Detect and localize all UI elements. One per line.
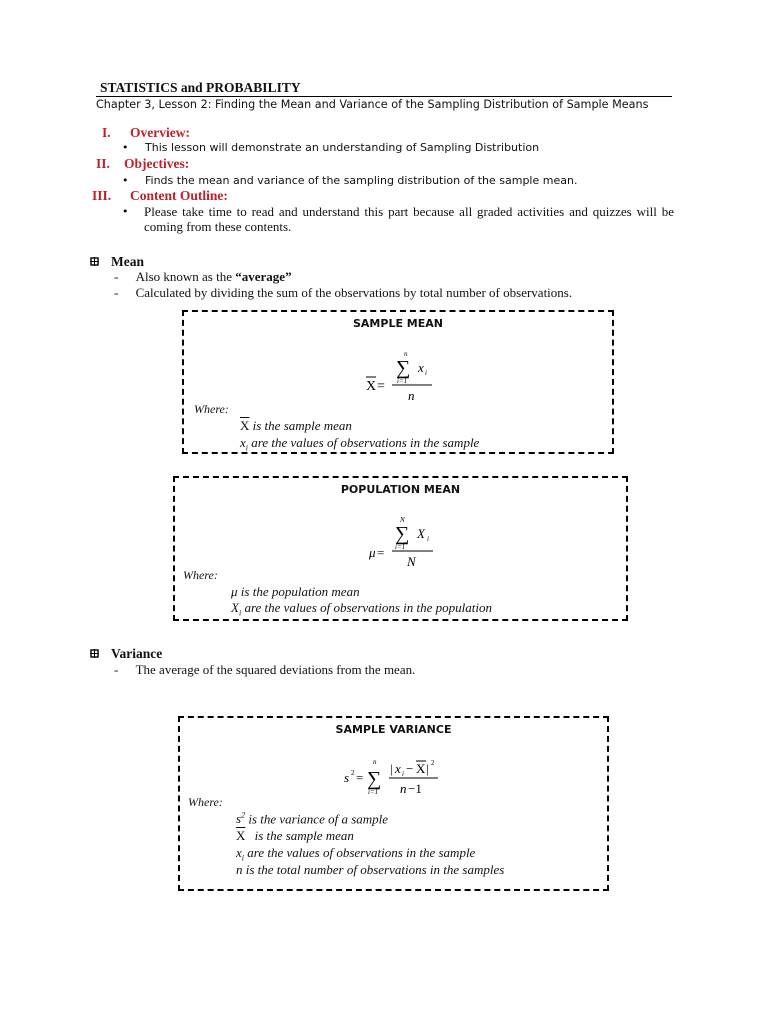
- mean-point-1: [114, 269, 292, 285]
- sample-mean-title: SAMPLE MEAN: [353, 317, 443, 330]
- svg-text:i: i: [425, 369, 427, 377]
- variance-label: Variance: [111, 646, 163, 661]
- svg-text:N: N: [407, 554, 416, 569]
- Xi-symbol: $X_i$: [231, 600, 242, 618]
- def-text: are the values of observations in the sample: [247, 845, 476, 860]
- dash-icon: -: [114, 269, 119, 284]
- sample-variance-title: SAMPLE VARIANCE: [335, 723, 452, 736]
- mean-point-2: [114, 285, 572, 301]
- x-bar-symbol: $\overline{X}$: [240, 418, 250, 433]
- svg-text:n: n: [400, 781, 407, 796]
- sample-variance-where: Where:: [188, 795, 223, 809]
- content-outline-text: Please take time to read and understand this part because all graded activities and quizzes will be coming from these contents.: [144, 204, 674, 234]
- variance-heading: [90, 646, 162, 662]
- mean-point-1-bold: “average”: [235, 269, 292, 284]
- bullet-icon: •: [122, 174, 129, 187]
- def-text: are the values of observations in the population: [244, 600, 493, 615]
- svg-text:|: |: [426, 761, 429, 776]
- svg-text:∑: ∑: [367, 768, 382, 790]
- mean-label: Mean: [111, 254, 144, 269]
- xi-symbol: $x_i$: [236, 845, 245, 863]
- dash-icon: -: [114, 662, 119, 677]
- overview-text: This lesson will demonstrate an understanding of Sampling Distribution: [145, 141, 540, 154]
- section-overview-heading: [102, 125, 190, 141]
- sample-mean-where: Where:: [194, 402, 229, 416]
- svg-text:2: 2: [431, 759, 435, 767]
- section-number: I.: [102, 125, 111, 140]
- mean-point-1-text: Also known as the: [135, 269, 236, 284]
- svg-text:i=1: i=1: [368, 788, 379, 796]
- section-number: II.: [96, 156, 110, 171]
- section-number: III.: [92, 188, 112, 203]
- svg-text:n: n: [373, 758, 377, 766]
- def-text: is the variance of a sample: [248, 811, 389, 827]
- bullet-icon: •: [122, 141, 129, 154]
- def-text: is the population mean: [240, 584, 360, 599]
- svg-text:=: =: [377, 379, 385, 394]
- svg-text:μ: μ: [369, 545, 376, 560]
- sample-variance-formula: [342, 751, 452, 801]
- def-text: is the total number of observations in the samples: [245, 862, 505, 877]
- sample-variance-def-3: [236, 845, 475, 863]
- population-mean-def-2: [231, 600, 492, 618]
- section-content-outline-heading: [92, 188, 228, 204]
- section-title: Content Outline:: [130, 188, 228, 203]
- bullet-icon: •: [122, 205, 129, 218]
- svg-text:n: n: [404, 350, 408, 358]
- population-mean-def-1: [231, 584, 360, 600]
- variance-point-1: [114, 662, 415, 678]
- svg-text:i=1: i=1: [397, 377, 408, 385]
- svg-text:x: x: [418, 360, 424, 375]
- def-text: are the values of observations in the sample: [251, 435, 480, 450]
- n-symbol: n: [236, 862, 243, 877]
- mu-symbol: μ: [231, 584, 238, 599]
- svg-text:−1: −1: [408, 781, 422, 796]
- population-mean-where: Where:: [183, 568, 218, 582]
- svg-text:i: i: [402, 770, 404, 778]
- section-title: Overview:: [130, 125, 190, 140]
- svg-text:∑: ∑: [396, 357, 411, 379]
- mean-point-2-text: Calculated by dividing the sum of the observations by total number of observations.: [135, 285, 573, 300]
- population-mean-title: POPULATION MEAN: [340, 483, 461, 496]
- s-squared-symbol: $s^2$: [236, 811, 246, 827]
- document-title: STATISTICS and PROBABILITY: [100, 80, 301, 95]
- objectives-text: Finds the mean and variance of the sampling distribution of the sample mean.: [145, 174, 578, 187]
- svg-text:X: X: [417, 526, 425, 541]
- svg-text:X: X: [366, 379, 377, 394]
- sample-variance-def-1: [236, 811, 388, 827]
- square-bullet-icon: [90, 646, 99, 655]
- xi-symbol: $x_i$: [240, 435, 249, 453]
- svg-text:2: 2: [351, 769, 355, 777]
- section-title: Objectives:: [124, 156, 190, 171]
- svg-text:X: X: [416, 761, 426, 776]
- sample-variance-box: [178, 716, 609, 891]
- sample-variance-def-2: [236, 828, 354, 844]
- overview-bullet: [122, 141, 682, 154]
- svg-text:∑: ∑: [395, 523, 410, 545]
- content-outline-bullet: [122, 204, 674, 234]
- population-mean-formula: [367, 514, 457, 570]
- mean-heading: [90, 254, 144, 270]
- objectives-bullet: [122, 174, 682, 187]
- svg-text:s: s: [344, 770, 350, 785]
- svg-text:=: =: [377, 545, 385, 560]
- x-bar-symbol: $\overline{X}$: [236, 828, 246, 843]
- svg-text:i=1: i=1: [395, 543, 406, 551]
- svg-text:N: N: [400, 516, 405, 524]
- svg-text:|: |: [390, 761, 393, 776]
- population-mean-box: [173, 476, 628, 621]
- chapter-subtitle: Chapter 3, Lesson 2: Finding the Mean and Variance of the Sampling Distribution of Sample Means: [96, 98, 649, 111]
- sample-variance-def-4: [236, 862, 504, 878]
- sample-mean-box: [182, 310, 614, 454]
- section-objectives-heading: [96, 156, 189, 172]
- svg-text:−: −: [406, 761, 414, 776]
- def-text: is the sample mean: [254, 828, 354, 843]
- svg-text:x: x: [395, 761, 401, 776]
- sample-mean-def-2: [240, 435, 479, 453]
- def-text: is the sample mean: [252, 418, 352, 433]
- sample-mean-formula: [364, 348, 454, 404]
- svg-text:n: n: [408, 388, 415, 403]
- square-bullet-icon: [90, 254, 99, 263]
- sample-mean-def-1: [240, 418, 352, 434]
- variance-point-1-text: The average of the squared deviations from the mean.: [135, 662, 416, 677]
- dash-icon: -: [114, 285, 119, 300]
- svg-text:i: i: [427, 535, 429, 543]
- svg-text:=: =: [356, 770, 364, 785]
